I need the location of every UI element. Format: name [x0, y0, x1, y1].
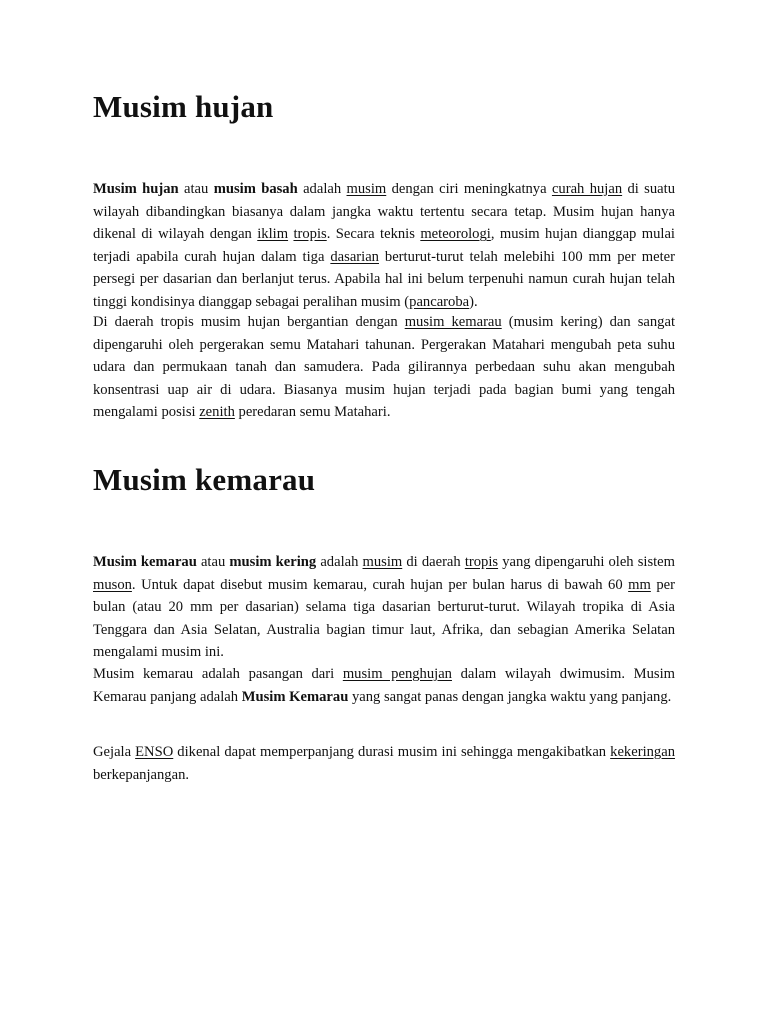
link-pancaroba[interactable]: pancaroba — [409, 293, 470, 310]
link-tropis[interactable]: tropis — [464, 554, 499, 570]
bold-term: musim kering — [229, 554, 317, 570]
bold-term: Musim Kemarau — [241, 688, 349, 705]
text: dalam wilayah dwimusim. Musim Kemarau panjang adalah — [93, 666, 675, 705]
bold-term: musim basah — [213, 181, 298, 197]
link-kekeringan[interactable]: kekeringan — [610, 744, 675, 760]
text: per bulan (atau 20 mm per dasarian) selama tiga dasarian berturut-turut. Wilayah tropika di Asia Tenggara dan Asia Selatan, Australia bagian timur laut, Afrika, dan sebagian Amerika Selatan mengalami musim ini. — [93, 576, 675, 661]
link-enso[interactable]: ENSO — [135, 744, 174, 760]
link-musim-penghujan[interactable]: musim penghujan — [342, 666, 452, 682]
text: berkepanjangan. — [93, 766, 190, 783]
text: (musim kering) dan sangat dipengaruhi oleh pergerakan semu Matahari tahunan. Pergerakan Matahari mengubah peta suhu udara dan permukaan tanah dan samudera. Pada gilirannya perbedaan suhu akan mengubah konsentrasi uap air di udara. Biasanya musim hujan terjadi pada bagian bumi yang tengah mengalami posisi — [93, 314, 676, 421]
text: yang dipengaruhi oleh sistem — [498, 554, 676, 570]
link-tropis[interactable]: tropis — [293, 226, 327, 243]
text: . Untuk dapat disebut musim kemarau, curah hujan per bulan harus di bawah 60 — [131, 576, 629, 593]
text: berturut-turut telah melebihi 100 mm per meter persegi per dasarian dan berlanjut terus. Apabila hal ini belum terpenuhi namun curah hujan telah tinggi kondisinya dianggap sebagai peralihan musim ( — [93, 248, 675, 310]
text: di daerah — [402, 554, 465, 570]
link-iklim[interactable]: iklim — [257, 226, 289, 243]
text: Musim kemarau adalah pasangan dari — [93, 666, 343, 682]
text: dengan ciri meningkatnya — [386, 181, 552, 197]
link-musim[interactable]: musim — [362, 554, 403, 570]
link-musim[interactable]: musim — [346, 181, 387, 197]
text: ). — [469, 293, 478, 310]
paragraph-musim-kemarau-enso — [93, 741, 675, 786]
link-meteorologi[interactable]: meteorologi — [420, 226, 491, 243]
text: dikenal dapat memperpanjang durasi musim ini sehingga mengakibatkan — [173, 744, 611, 760]
text: peredaran semu Matahari. — [234, 404, 391, 421]
paragraph-musim-hujan-tropis — [93, 311, 675, 424]
heading-musim-hujan: Musim hujan — [93, 89, 274, 124]
text: yang sangat panas dengan jangka waktu yang panjang. — [348, 688, 672, 705]
text: atau — [178, 181, 214, 197]
text: , musim hujan dianggap mulai terjadi apabila curah hujan dalam tiga — [93, 226, 675, 265]
link-curah-hujan[interactable]: curah hujan — [551, 181, 623, 197]
link-zenith[interactable]: zenith — [199, 404, 235, 421]
heading-musim-kemarau: Musim kemarau — [93, 462, 316, 497]
bold-term: Musim hujan — [93, 181, 179, 197]
bold-term: Musim kemarau — [93, 554, 197, 570]
text: . Secara teknis — [326, 226, 421, 243]
paragraph-musim-kemarau-definition — [93, 551, 675, 664]
link-dasarian[interactable]: dasarian — [330, 248, 379, 265]
paragraph-musim-kemarau-pasangan — [93, 663, 675, 708]
link-muson[interactable]: muson — [93, 576, 132, 593]
text: adalah — [316, 554, 363, 570]
text: di suatu wilayah dibandingkan biasanya dalam jangka waktu tertentu secara tetap. Musim hujan hanya dikenal di wilayah dengan — [93, 181, 675, 243]
link-musim-kemarau[interactable]: musim kemarau — [404, 314, 502, 330]
link-mm[interactable]: mm — [628, 576, 651, 593]
text: atau — [196, 554, 230, 570]
paragraph-musim-hujan-definition — [93, 178, 675, 314]
text: adalah — [297, 181, 347, 197]
text: Gejala — [93, 744, 136, 760]
text: Di daerah tropis musim hujan bergantian dengan — [93, 314, 405, 330]
